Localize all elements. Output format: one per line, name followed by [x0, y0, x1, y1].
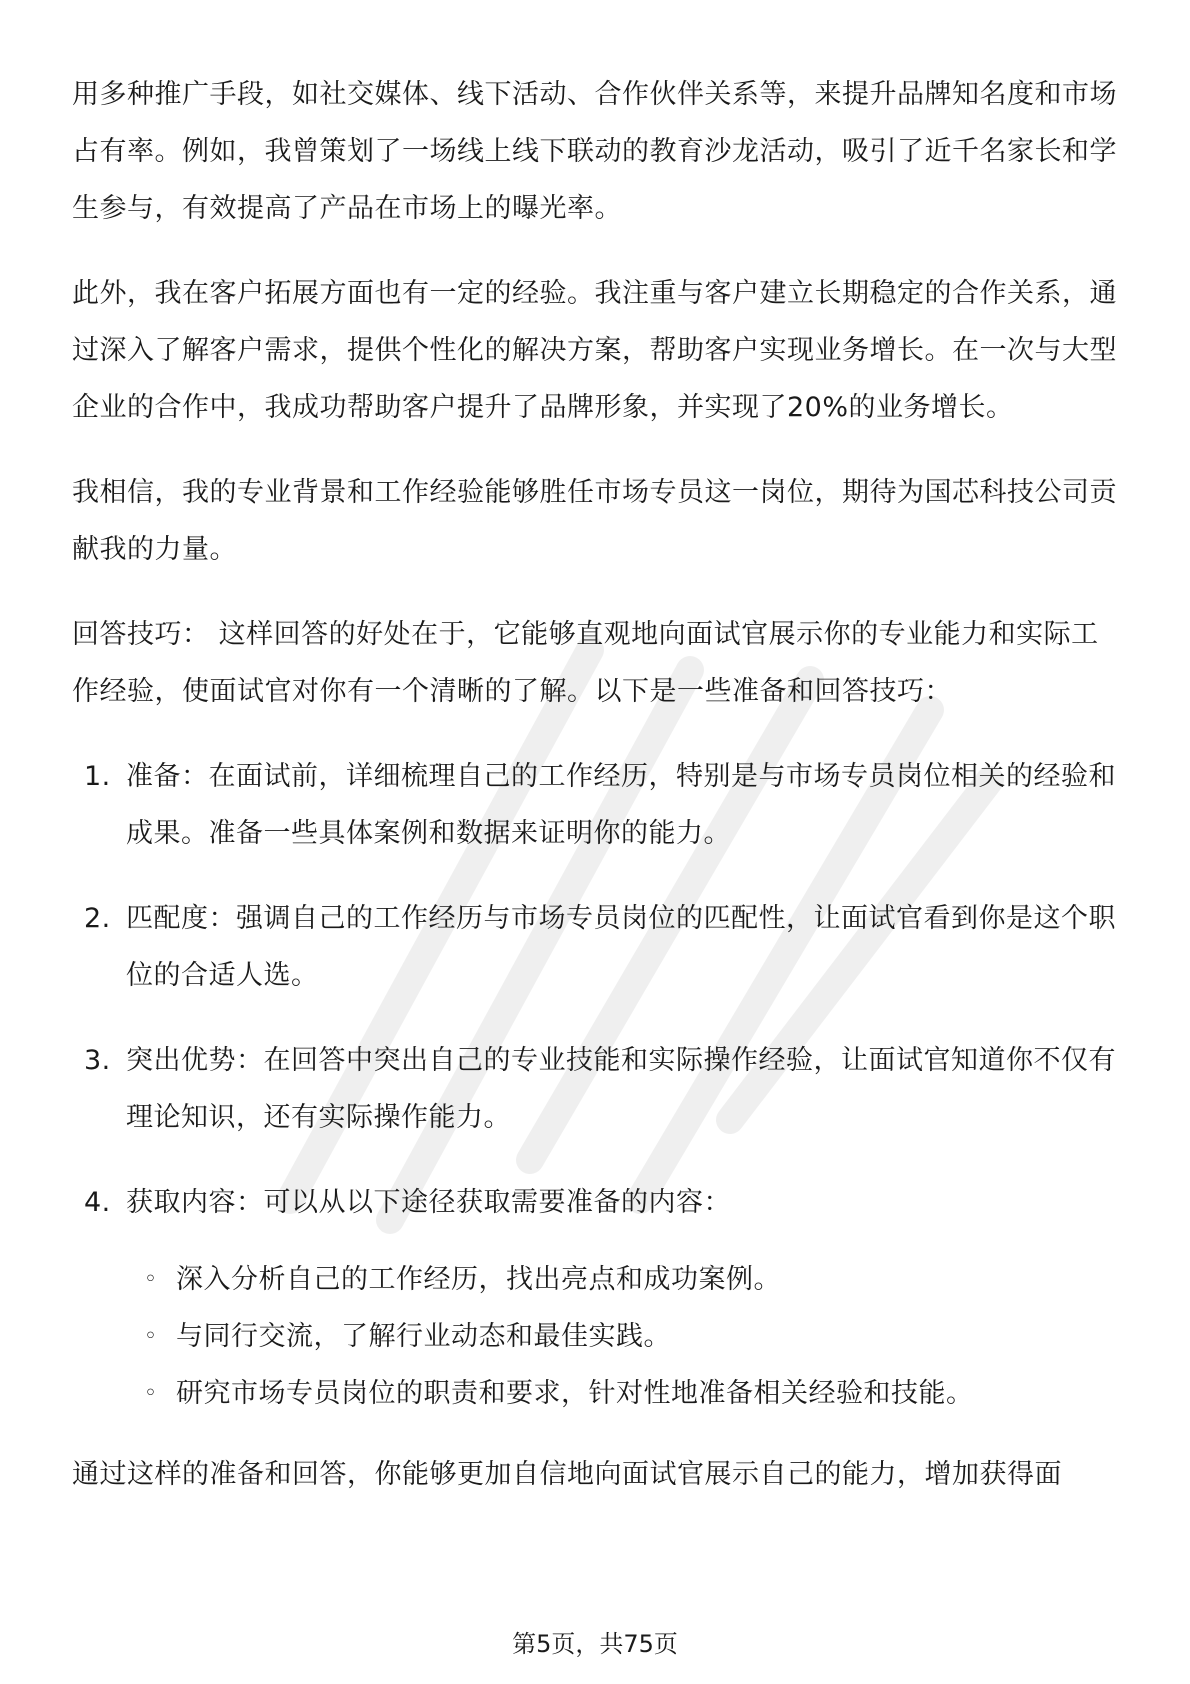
list-item-text: 深入分析自己的工作经历，找出亮点和成功案例。: [176, 1264, 781, 1295]
tip-number: 3.: [84, 1045, 111, 1076]
tip-number: 1.: [84, 761, 111, 792]
paragraph-closing: 通过这样的准备和回答，你能够更加自信地向面试官展示自己的能力，增加获得面: [72, 1459, 1062, 1490]
list-item-text: 与同行交流，了解行业动态和最佳实践。: [176, 1321, 671, 1352]
tip-number: 4.: [84, 1187, 111, 1218]
content-sources-list: [72, 1251, 1118, 1422]
tip-text: 获取内容：可以从以下途径获取需要准备的内容：: [126, 1187, 731, 1218]
tip-number: 2.: [84, 903, 111, 934]
tip-item-content: [72, 1174, 1118, 1231]
list-item: [144, 1308, 1118, 1365]
paragraph-promotion: 用多种推广手段，如社交媒体、线下活动、合作伙伴关系等，来提升品牌知名度和市场占有率。例如，我曾策划了一场线上线下联动的教育沙龙活动，吸引了近千名家长和学生参与，有效提高了产品在市场上的曝光率。: [72, 79, 1117, 224]
tip-text: 匹配度：强调自己的工作经历与市场专员岗位的匹配性，让面试官看到你是这个职位的合适人选。: [126, 903, 1116, 991]
document-page: [72, 66, 1118, 1503]
list-item: [144, 1365, 1118, 1422]
tip-item-match: [72, 890, 1118, 1004]
tip-text: 准备：在面试前，详细梳理自己的工作经历，特别是与市场专员岗位相关的经验和成果。准备一些具体案例和数据来证明你的能力。: [126, 761, 1116, 849]
bullet-icon: ◦: [144, 1381, 158, 1406]
list-item-text: 研究市场专员岗位的职责和要求，针对性地准备相关经验和技能。: [176, 1378, 974, 1409]
tip-item-prepare: [72, 748, 1118, 862]
page-number-footer: 第5页，共75页: [512, 1630, 678, 1658]
tip-text: 突出优势：在回答中突出自己的专业技能和实际操作经验，让面试官知道你不仅有理论知识，还有实际操作能力。: [126, 1045, 1116, 1133]
paragraph-conclusion: 我相信，我的专业背景和工作经验能够胜任市场专员这一岗位，期待为国芯科技公司贡献我的力量。: [72, 477, 1117, 565]
list-item: [144, 1251, 1118, 1308]
bullet-icon: ◦: [144, 1324, 158, 1349]
paragraph-client-expansion: 此外，我在客户拓展方面也有一定的经验。我注重与客户建立长期稳定的合作关系，通过深入了解客户需求，提供个性化的解决方案，帮助客户实现业务增长。在一次与大型企业的合作中，我成功帮助客户提升了品牌形象，并实现了20%的业务增长。: [72, 278, 1117, 423]
bullet-icon: ◦: [144, 1267, 158, 1292]
tip-item-strengths: [72, 1032, 1118, 1146]
paragraph-answer-tips: 回答技巧： 这样回答的好处在于，它能够直观地向面试官展示你的专业能力和实际工作经验，使面试官对你有一个清晰的了解。以下是一些准备和回答技巧：: [72, 619, 1099, 707]
